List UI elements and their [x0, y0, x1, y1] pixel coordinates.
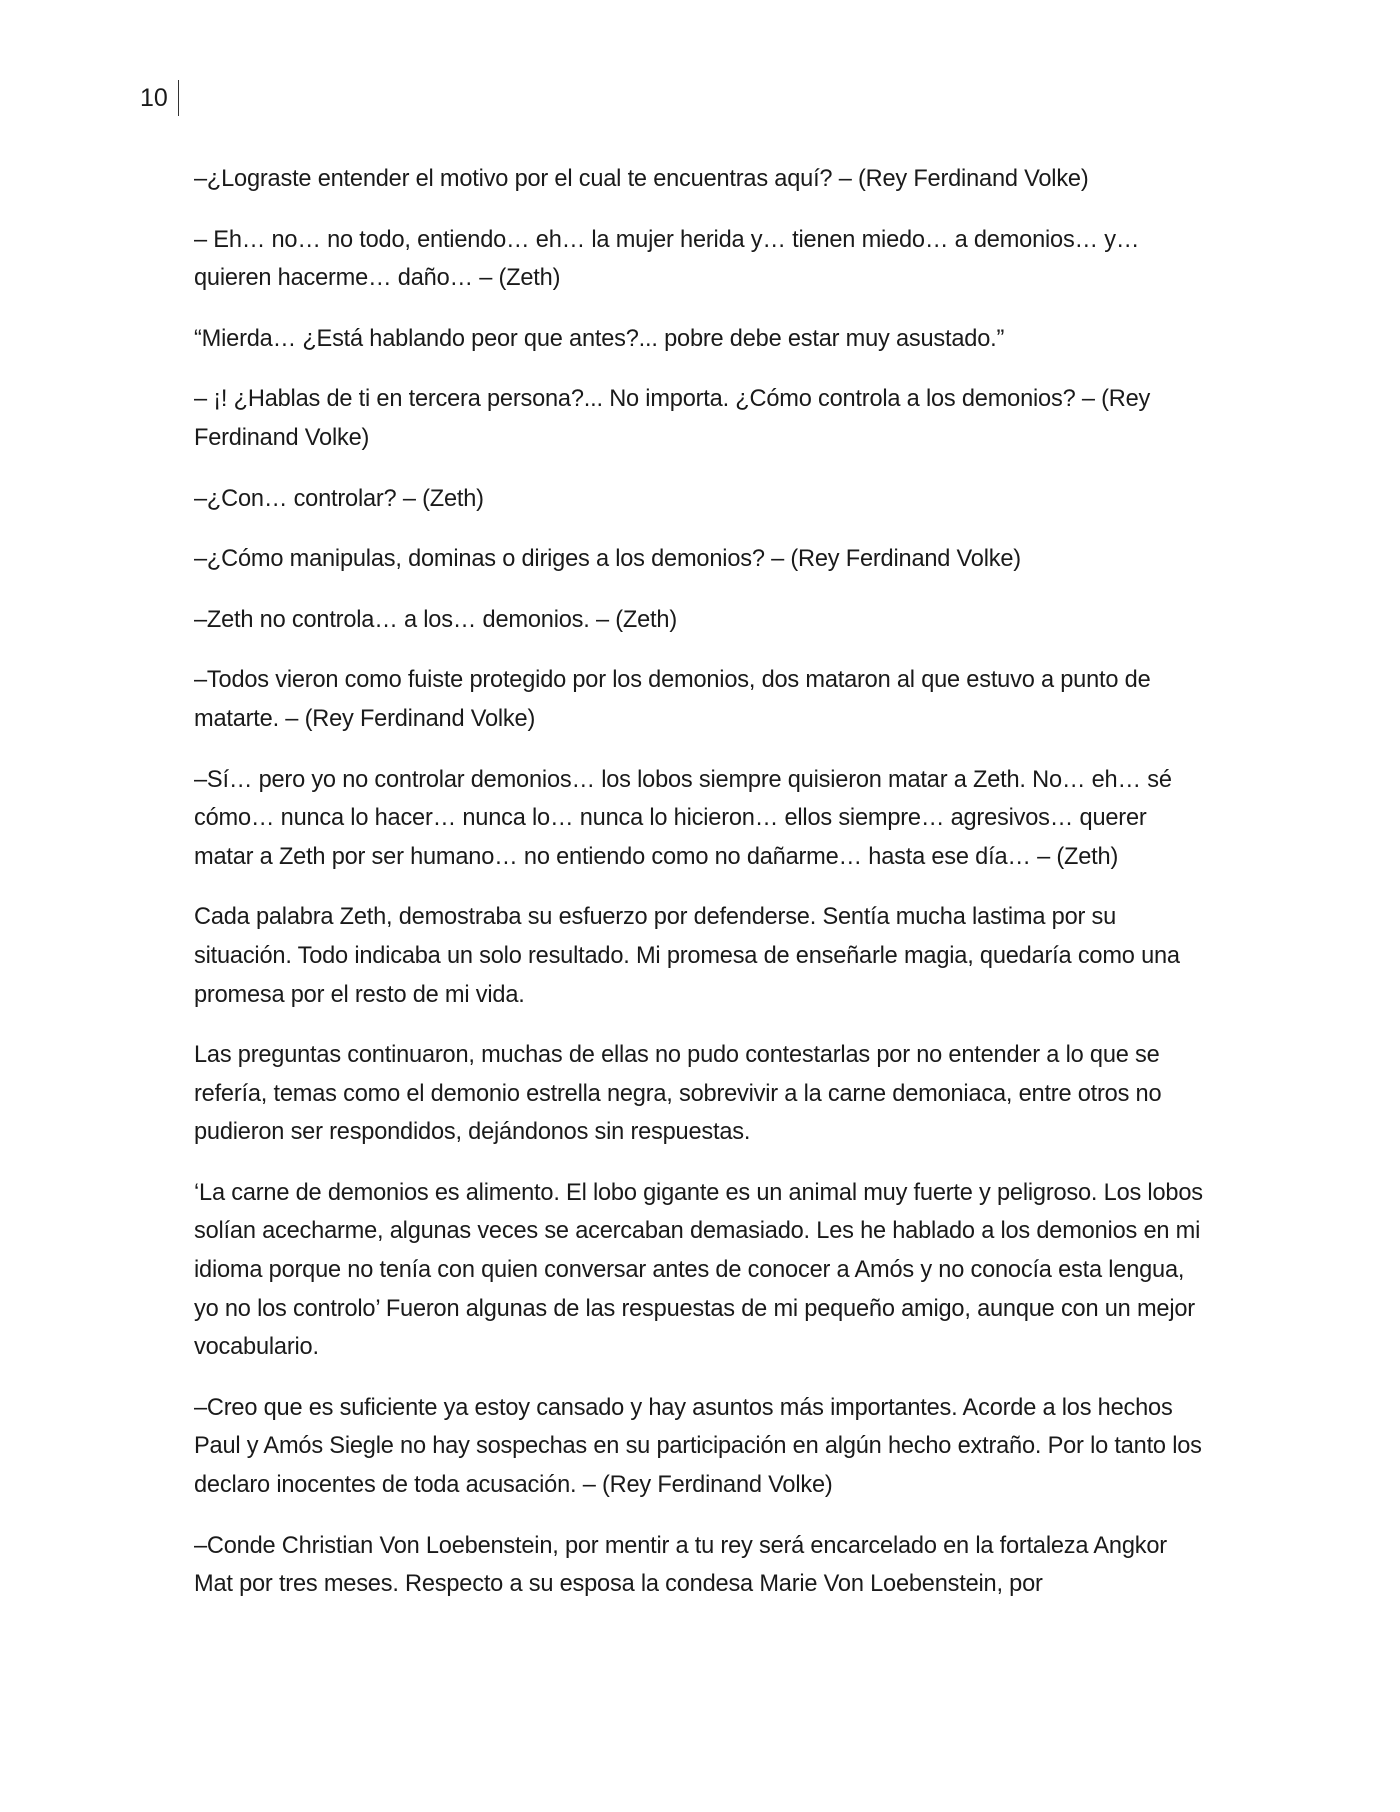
- page-number: 10: [140, 80, 179, 116]
- paragraph-3: “Mierda… ¿Está hablando peor que antes?... pobre debe estar muy asustado.”: [194, 325, 1005, 352]
- paragraph-2: – Eh… no… no todo, entiendo… eh… la mujer herida y… tienen miedo… a demonios… y… quieren hacerme… daño… – (Zeth): [194, 226, 1140, 292]
- paragraph-7: –Zeth no controla… a los… demonios. – (Zeth): [194, 606, 677, 633]
- document-body: [194, 160, 1204, 1626]
- paragraph-8: –Todos vieron como fuiste protegido por los demonios, dos mataron al que estuvo a punto de matarte. – (Rey Ferdinand Volke): [194, 667, 1151, 732]
- paragraph-1: –¿Lograste entender el motivo por el cual te encuentras aquí? – (Rey Ferdinand Volke): [194, 166, 1089, 192]
- paragraph-5: –¿Con… controlar? – (Zeth): [194, 485, 484, 512]
- paragraph-13: –Creo que es suficiente ya estoy cansado y hay asuntos más importantes. Acorde a los hechos Paul y Amós Siegle no hay sospechas en su participación en algún hecho extraño. Por lo tanto los declaro inocentes de toda acusación. – (Rey Ferdinand Volke): [194, 1394, 1202, 1499]
- paragraph-12: ‘La carne de demonios es alimento. El lobo gigante es un animal muy fuerte y peligroso. Los lobos solían acecharme, algunas veces se acercaban demasiado. Les he hablado a los demonios en mi idioma porque no tenía con quien conversar antes de conocer a Amós y no conocía esta lengua, yo no los controlo’ Fueron algunas de las respuestas de mi pequeño amigo, aunque con un mejor vocabulario.: [194, 1179, 1203, 1361]
- page-header: [140, 80, 179, 116]
- paragraph-11: Las preguntas continuaron, muchas de ellas no pudo contestarlas por no entender a lo que se refería, temas como el demonio estrella negra, sobrevivir a la carne demoniaca, entre otros no pudieron ser respondidos, dejándonos sin respuestas.: [194, 1042, 1162, 1146]
- paragraph-14: –Conde Christian Von Loebenstein, por mentir a tu rey será encarcelado en la fortaleza Angkor Mat por tres meses. Respecto a su esposa la condesa Marie Von Loebenstein, por: [194, 1532, 1167, 1598]
- paragraph-6: –¿Cómo manipulas, dominas o diriges a los demonios? – (Rey Ferdinand Volke): [194, 546, 1021, 573]
- paragraph-4: – ¡! ¿Hablas de ti en tercera persona?... No importa. ¿Cómo controla a los demonios? – (Rey Ferdinand Volke): [194, 386, 1151, 451]
- paragraph-10: Cada palabra Zeth, demostraba su esfuerzo por defenderse. Sentía mucha lastima por su situación. Todo indicaba un solo resultado. Mi promesa de enseñarle magia, quedaría como una promesa por el resto de mi vida.: [194, 904, 1180, 1008]
- paragraph-9: –Sí… pero yo no controlar demonios… los lobos siempre quisieron matar a Zeth. No… eh… sé cómo… nunca lo hacer… nunca lo… nunca lo hicieron… ellos siempre… agresivos… querer matar a Zeth por ser humano… no entiendo como no dañarme… hasta ese día… – (Zeth): [194, 766, 1172, 870]
